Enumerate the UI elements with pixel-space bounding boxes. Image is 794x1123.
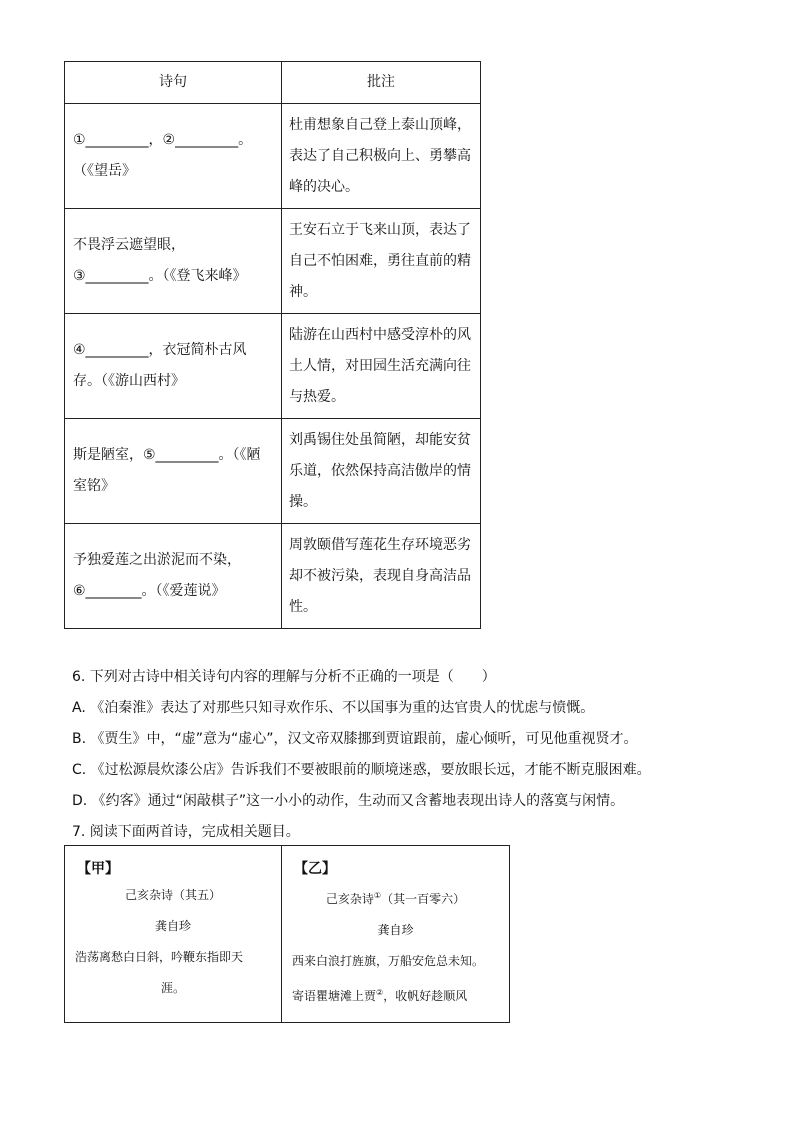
verse-cell: ④_________，衣冠简朴古风存。（《游山西村》 (65, 314, 282, 419)
poem-yi-cell (282, 846, 510, 1023)
note-cell: 刘禹锡住处虽简陋，却能安贫乐道，依然保持高洁傲岸的情操。 (282, 419, 481, 524)
header-verse: 诗句 (65, 62, 282, 104)
note-cell: 周敦颐借写莲花生存环境恶劣却不被污染，表现自身高洁品性。 (282, 524, 481, 629)
poem-yi-tag: 【乙】 (294, 861, 336, 877)
poem-yi-author: 龚自珍 (377, 923, 414, 937)
question-6-stem: 6. 下列对古诗中相关诗句内容的理解与分析不正确的一项是（ ） (72, 669, 496, 685)
table-header-row (65, 62, 481, 104)
verse-cell: ①_________，②_________。（《望岳》 (65, 104, 282, 209)
note-cell: 陆游在山西村中感受淳朴的风土人情，对田园生活充满向往与热爱。 (282, 314, 481, 419)
verse-cell: 斯是陋室，⑤_________。（《陋室铭》 (65, 419, 282, 524)
poem-pair-table (64, 845, 510, 1023)
q6-option-d: D. 《约客》通过“闲敲棋子”这一小小的动作，生动而又含蓄地表现出诗人的落寞与闲情。 (72, 793, 625, 809)
poem-jia-author: 龚自珍 (154, 919, 191, 933)
table-row (65, 419, 481, 524)
poem-yi-line-text: ，收帆好趁顺风 (383, 989, 468, 1003)
table-row (65, 104, 481, 209)
q6-option-c: C. 《过松源晨炊漆公店》告诉我们不要被眼前的顺境迷惑，要放眼长远，才能不断克服困难。 (72, 762, 651, 778)
verse-cell: 予独爱莲之出淤泥而不染，⑥________。（《爱莲说》 (65, 524, 282, 629)
poem-yi-title-text: 己亥杂诗 (325, 892, 374, 906)
note-cell: 王安石立于飞来山顶，表达了自己不怕困难，勇往直前的精神。 (282, 209, 481, 314)
poem-jia-title: 己亥杂诗（其五） (124, 888, 221, 902)
table-row (65, 314, 481, 419)
question-7-stem: 7. 阅读下面两首诗，完成相关题目。 (72, 824, 300, 840)
header-note: 批注 (282, 62, 481, 104)
table-row (65, 524, 481, 629)
q6-option-a: A. 《泊秦淮》表达了对那些只知寻欢作乐、不以国事为重的达官贵人的忧虑与愤慨。 (72, 700, 595, 716)
poem-jia-line: 涯。 (160, 981, 185, 995)
footnote-mark: ① (373, 891, 382, 900)
q6-option-b: B. 《贾生》中，“虚”意为“虚心”，汉文帝双膝挪到贾谊跟前，虚心倾听，可见他重视贤才。 (72, 731, 638, 747)
poem-yi-line-text: 寄语瞿塘滩上贾 (292, 989, 377, 1003)
poem-yi-title (292, 880, 499, 915)
poem-jia-line: 浩荡离愁白日斜，吟鞭东指即天 (75, 950, 244, 964)
poem-yi-line: 西来白浪打旌旗，万船安危总未知。 (292, 954, 485, 968)
verse-cell: 不畏浮云遮望眼，③_________。（《登飞来峰》 (65, 209, 282, 314)
table-row (65, 209, 481, 314)
poem-jia-tag: 【甲】 (77, 861, 119, 877)
poem-yi-title-sub: （其一百零六） (381, 892, 466, 906)
poem-yi-line (292, 977, 499, 1012)
footnote-mark: ② (376, 988, 384, 997)
poetry-annotation-table (64, 61, 481, 629)
poem-jia-cell (65, 846, 282, 1023)
note-cell: 杜甫想象自己登上泰山顶峰，表达了自己积极向上、勇攀高峰的决心。 (282, 104, 481, 209)
